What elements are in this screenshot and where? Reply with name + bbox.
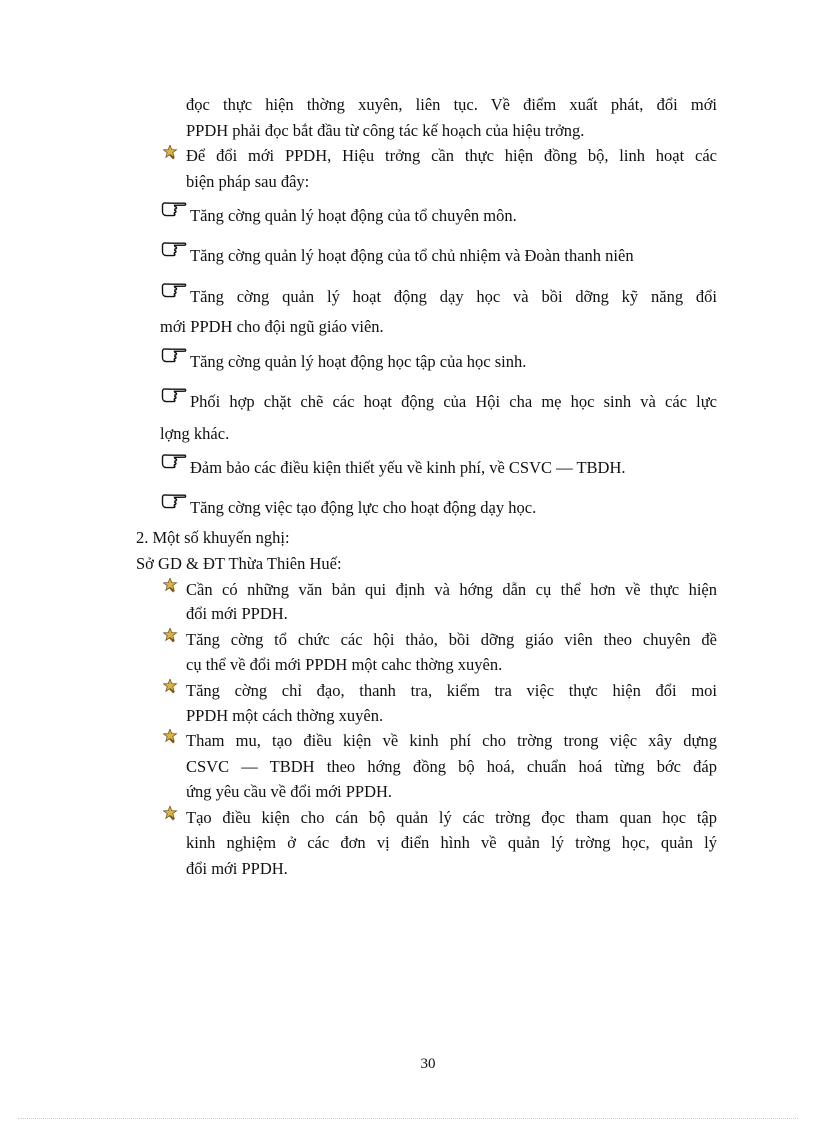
text-line: CSVC — TBDH theo hớng đồng bộ hoá, chuẩn hoá từng bớc đáp — [186, 757, 717, 776]
section-subheading: Sở GD & ĐT Thừa Thiên Huế: — [136, 554, 342, 573]
text-line: PPDH phải đọc bắt đầu từ công tác kế hoạch của hiệu trởng. — [186, 121, 585, 140]
text-line: Tạo điều kiện cho cán bộ quản lý các trờng đọc tham quan học tập — [186, 808, 717, 827]
pointing-hand-icon — [161, 241, 187, 257]
pointing-hand-icon — [161, 201, 187, 217]
text-line: kinh nghiệm ở các đơn vị điển hình về quản lý trờng học, quản lý — [186, 833, 717, 852]
text-line: Tăng cờng chỉ đạo, thanh tra, kiểm tra việc thực hiện đổi moi — [186, 681, 717, 700]
section-heading: 2. Một số khuyến nghị: — [136, 528, 290, 547]
text-line: đọc thực hiện thờng xuyên, liên tục. Về điểm xuất phát, đổi mới — [186, 95, 717, 114]
pointing-hand-icon — [161, 282, 187, 298]
text-line: đổi mới PPDH. — [186, 604, 288, 623]
text-line: Tham mu, tạo điều kiện về kinh phí cho trờng trong việc xây dựng — [186, 731, 717, 750]
text-line: Tăng cờng quản lý hoạt động học tập của học sinh. — [190, 352, 527, 371]
text-line: Để đổi mới PPDH, Hiệu trởng cần thực hiện đồng bộ, linh hoạt các — [186, 146, 717, 165]
text-line: cụ thể về đổi mới PPDH một cahc thờng xuyên. — [186, 655, 503, 674]
page-bottom-border — [18, 1118, 798, 1119]
star-bullet-icon — [163, 806, 179, 822]
text-line: Tăng cờng quản lý hoạt động của tổ chuyên môn. — [190, 206, 517, 225]
text-line: Tăng cờng tổ chức các hội thảo, bồi dỡng giáo viên theo chuyên đề — [186, 630, 717, 649]
pointing-hand-icon — [161, 453, 187, 469]
text-line: ứng yêu cầu về đổi mới PPDH. — [186, 782, 393, 801]
pointing-hand-icon — [161, 493, 187, 509]
star-bullet-icon — [163, 145, 179, 161]
text-line: đổi mới PPDH. — [186, 859, 288, 878]
star-bullet-icon — [163, 679, 179, 695]
star-bullet-icon — [163, 578, 179, 594]
star-bullet-icon — [163, 628, 179, 644]
text-line: PPDH một cách thờng xuyên. — [186, 706, 384, 725]
text-line: biện pháp sau đây: — [186, 172, 310, 191]
text-line: mới PPDH cho đội ngũ giáo viên. — [160, 317, 384, 336]
text-line: Đảm bảo các điều kiện thiết yếu về kinh phí, về CSVC — TBDH. — [190, 458, 626, 477]
text-line: Tăng cờng quản lý hoạt động dạy học và bồi dỡng kỹ năng đổi — [190, 287, 717, 306]
text-line: Cần có những văn bản qui định và hớng dẫn cụ thể hơn về thực hiện — [186, 580, 717, 599]
pointing-hand-icon — [161, 387, 187, 403]
pointing-hand-icon — [161, 347, 187, 363]
text-line: Tăng cờng quản lý hoạt động của tổ chủ nhiệm và Đoàn thanh niên — [190, 246, 634, 265]
page-number: 30 — [420, 1056, 436, 1072]
star-bullet-icon — [163, 729, 179, 745]
text-line: lợng khác. — [160, 424, 230, 443]
text-line: Tăng cờng việc tạo động lực cho hoạt động dạy học. — [190, 498, 537, 517]
text-line: Phối hợp chặt chẽ các hoạt động của Hội cha mẹ học sinh và các lực — [190, 392, 717, 411]
